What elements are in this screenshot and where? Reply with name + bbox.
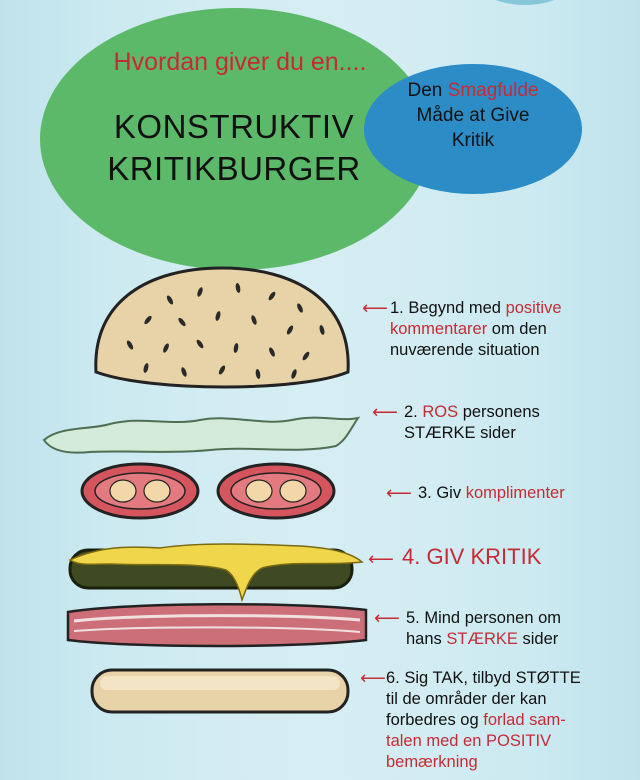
step-4-label: 4. GIV KRITIK bbox=[402, 544, 542, 569]
bacon-icon bbox=[68, 604, 366, 646]
arrow-icon: ⟵ bbox=[360, 668, 386, 688]
step-2-label: 2. ROS personens STÆRKE sider bbox=[404, 403, 540, 442]
title-intro: Hvordan giver du en.... bbox=[113, 48, 367, 76]
lettuce-icon bbox=[44, 418, 358, 453]
arrow-icon: ⟵ bbox=[374, 608, 400, 628]
subtitle-prefix: Den bbox=[407, 80, 448, 101]
bottom-bun-icon bbox=[92, 670, 348, 712]
subtitle-highlight: Smagfulde bbox=[447, 80, 539, 101]
arrow-icon: ⟵ bbox=[372, 402, 398, 422]
step-3-label: 3. Giv komplimenter bbox=[418, 484, 565, 502]
arrow-icon: ⟵ bbox=[386, 483, 412, 503]
subtitle-line-2: Måde at Give bbox=[416, 105, 530, 126]
arrow-icon: ⟵ bbox=[362, 298, 388, 318]
title-line-1: KONSTRUKTIV bbox=[113, 108, 355, 145]
subtitle-line-3: Kritik bbox=[451, 130, 495, 151]
step-6-label: 6. Sig TAK, tilbyd STØTTE til de områder der kan forbedres og forlad sam- talen med en POSITIV bemærkning bbox=[386, 669, 581, 771]
patty-cheese-icon bbox=[70, 544, 362, 600]
step-5-label: 5. Mind personen om hans STÆRKE sider bbox=[406, 609, 562, 648]
step-1-label: 1. Begynd med positive kommentarer om den nuværende situation bbox=[390, 299, 562, 359]
title-line-2: KRITIKBURGER bbox=[107, 150, 361, 187]
tomato-icon bbox=[82, 464, 334, 518]
top-bun-icon bbox=[96, 268, 348, 387]
arrow-icon: ⟵ bbox=[368, 549, 394, 569]
